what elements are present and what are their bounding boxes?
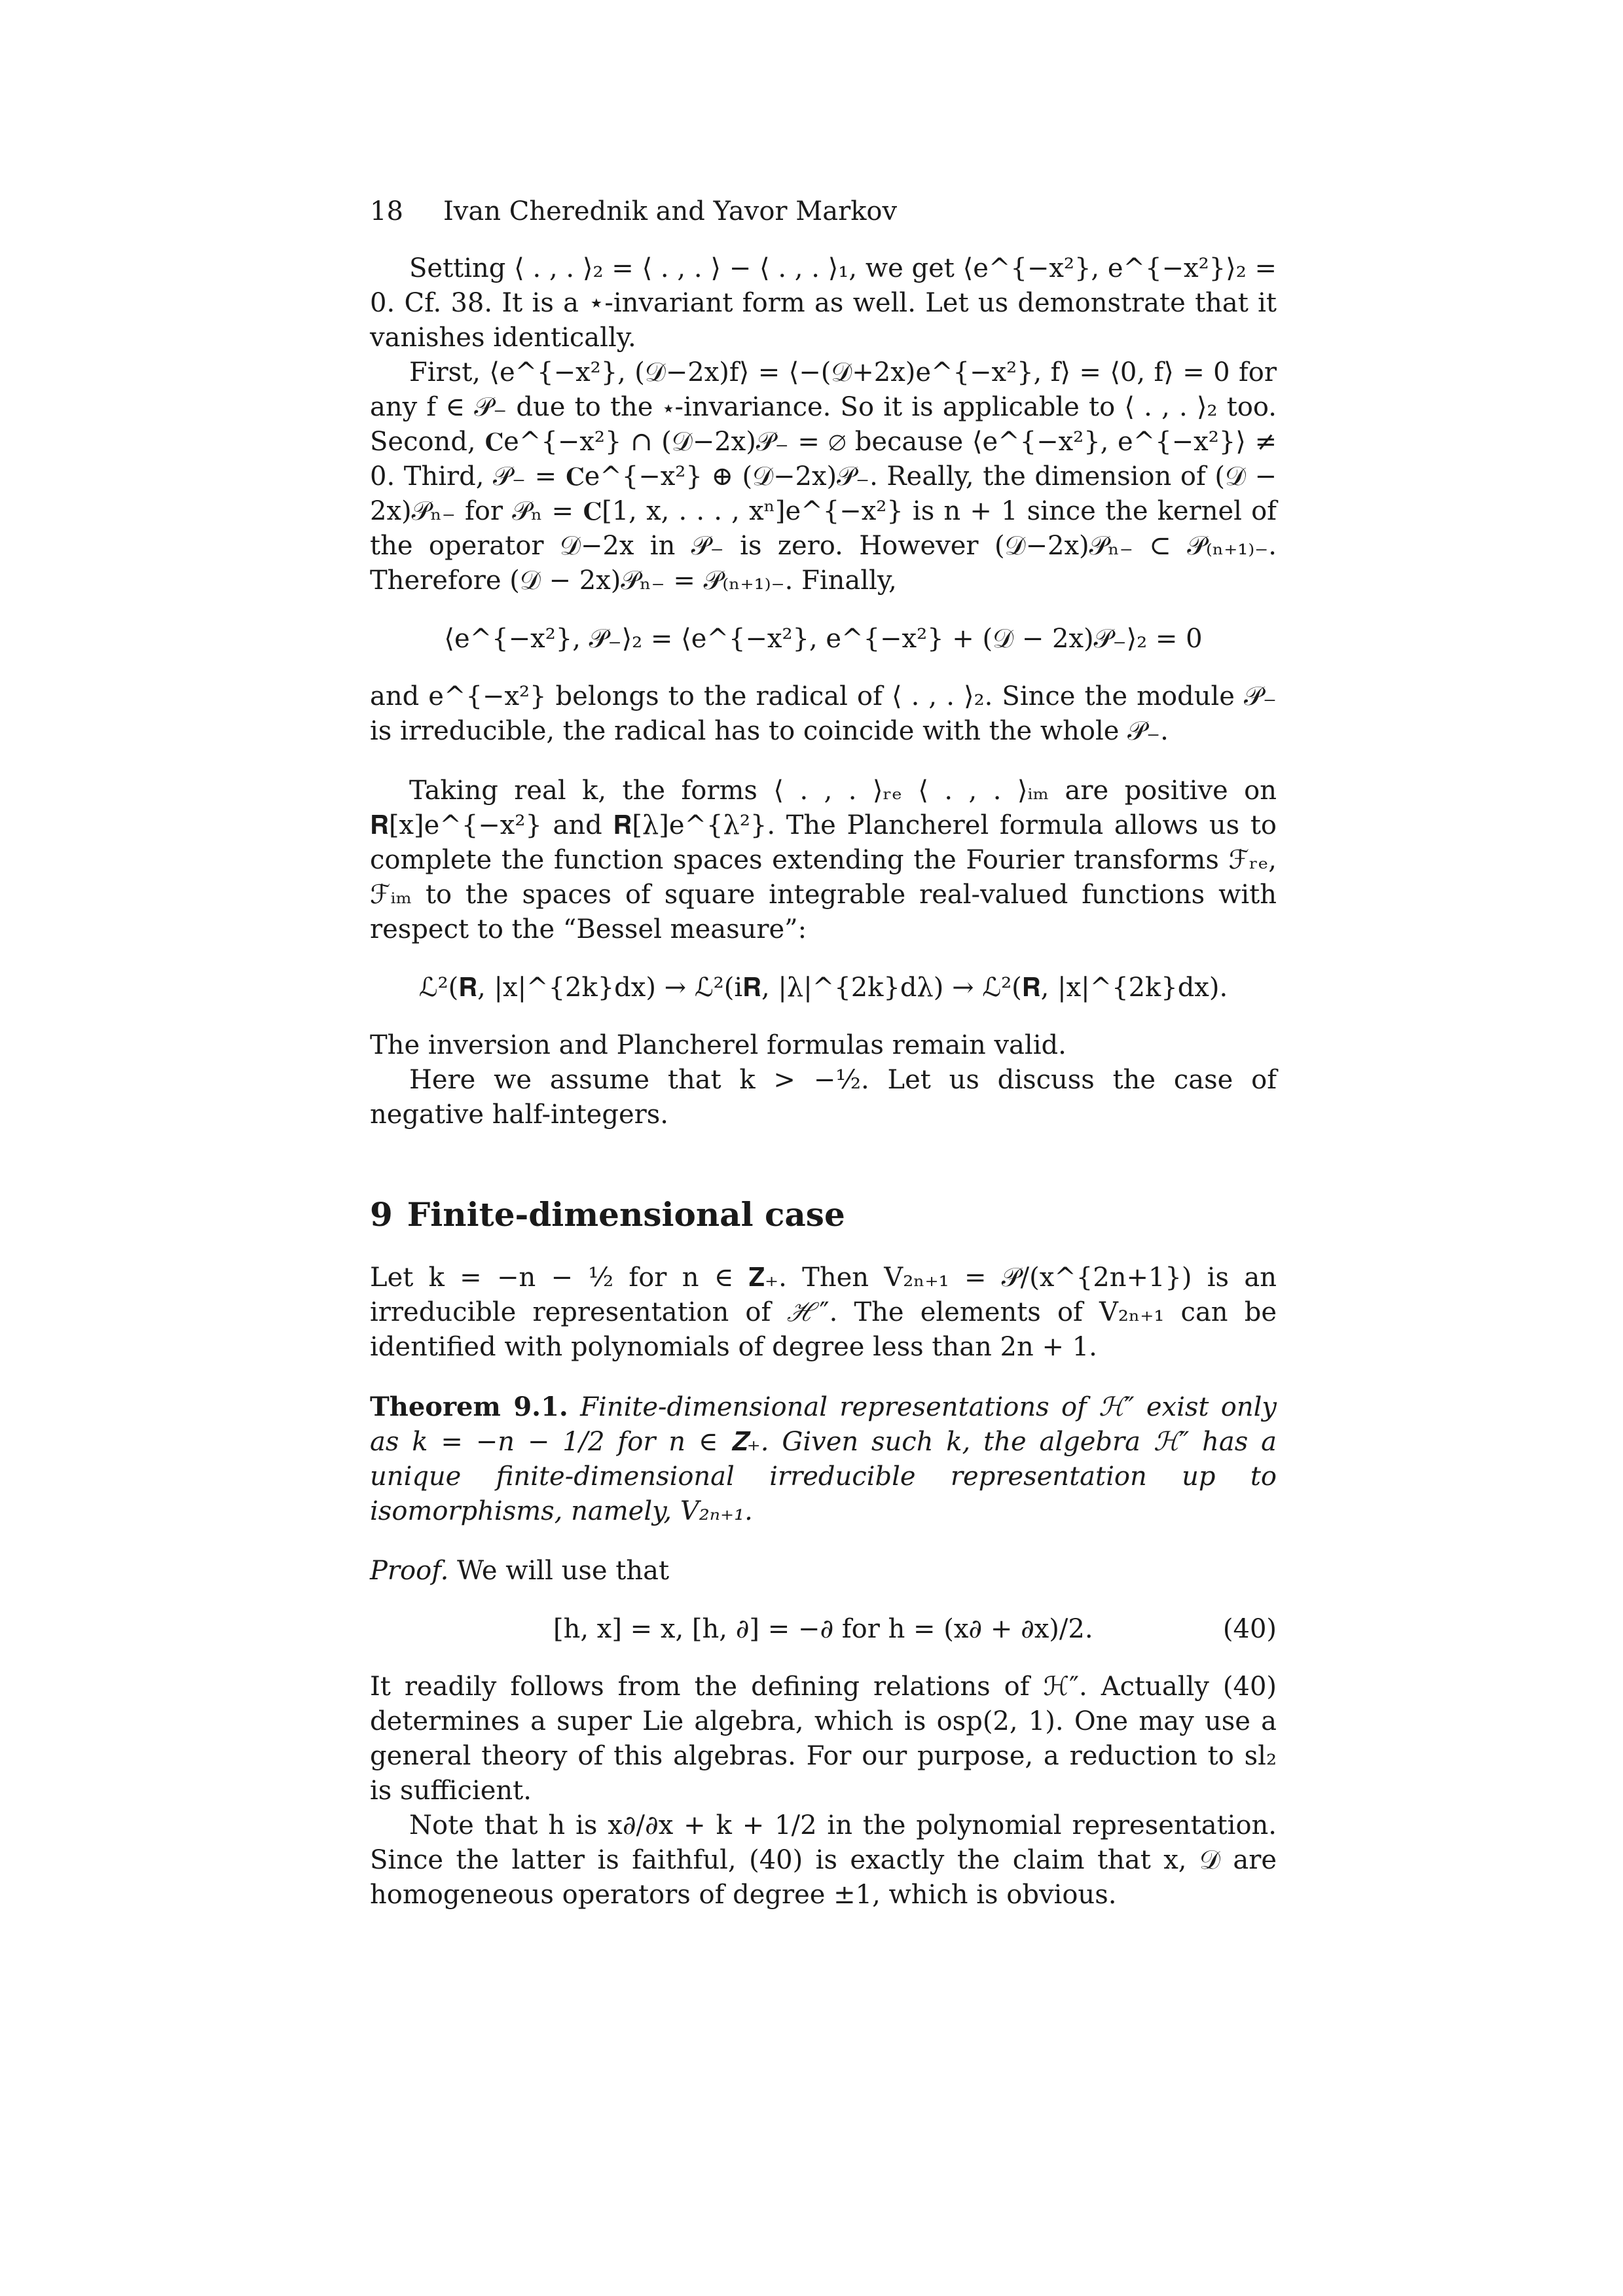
equation-number: (40) <box>1222 1614 1277 1644</box>
page-content <box>370 196 1277 1912</box>
paragraph: Note that h is x∂/∂x + k + 1/2 in the polynomial representation. Since the latter is faithful, (40) is exactly the claim that x, 𝒟 are homogeneous operators of degree ±1, which is obvious. <box>370 1810 1277 1910</box>
display-equation: ⟨e^{−x²}, 𝒫₋⟩₂ = ⟨e^{−x²}, e^{−x²} + (𝒟 − 2x)𝒫₋⟩₂ = 0 <box>444 624 1203 654</box>
theorem-label: Theorem 9.1. <box>370 1391 568 1422</box>
running-header <box>370 196 1277 226</box>
paragraph: Let k = −n − ½ for n ∈ 𝐙₊. Then V₂ₙ₊₁ = 𝒫/(x^{2n+1}) is an irreducible representation of ℋ″. The elements of V₂ₙ₊₁ can be identified with polynomials of degree less than 2n + 1. <box>370 1263 1277 1362</box>
proof-intro-text: We will use that <box>457 1556 670 1586</box>
theorem-text: Finite-dimensional representations of ℋ″ exist only as k = −n − 1/2 for n ∈ 𝐙₊. Given such k, the algebra ℋ″ has a unique finite-dimensional irreducible representation up to isomorphisms, namely, V₂ₙ₊₁. <box>370 1392 1277 1526</box>
theorem <box>370 1390 1277 1529</box>
proof-intro <box>370 1554 1277 1588</box>
section-heading <box>370 1195 1277 1234</box>
authors: Ivan Cherednik and Yavor Markov <box>443 196 898 226</box>
paragraph: Taking real k, the forms ⟨ . , . ⟩ᵣₑ ⟨ . , . ⟩ᵢₘ are positive on 𝐑[x]e^{−x²} and 𝐑[λ]e^{λ²}. The Plancherel formula allows us to complete the function spaces extending the Fourier transforms ℱᵣₑ, ℱᵢₘ to the spaces of square integrable real-valued functions with respect to the “Bessel measure”: <box>370 776 1277 944</box>
paragraph: The inversion and Plancherel formulas remain valid. <box>370 1030 1067 1060</box>
paragraph: Setting ⟨ . , . ⟩₂ = ⟨ . , . ⟩ − ⟨ . , . ⟩₁, we get ⟨e^{−x²}, e^{−x²}⟩₂ = 0. Cf. 38. It is a ⋆-invariant form as well. Let us demonstrate that it vanishes identically. <box>370 253 1277 353</box>
paragraph: It readily follows from the defining relations of ℋ″. Actually (40) determines a super Lie algebra, which is osp(2, 1). One may use a general theory of this algebras. For our purpose, a reduction to sl₂ is sufficient. <box>370 1672 1277 1806</box>
proof-label: Proof. <box>370 1556 449 1586</box>
section-number: 9 <box>370 1195 393 1234</box>
display-equation: ℒ²(𝐑, |x|^{2k}dx) → ℒ²(i𝐑, |λ|^{2k}dλ) → ℒ²(𝐑, |x|^{2k}dx). <box>418 973 1228 1003</box>
section-title: Finite-dimensional case <box>407 1195 845 1234</box>
equation-body: [h, x] = x, [h, ∂] = −∂ for h = (x∂ + ∂x)/2. <box>553 1614 1093 1644</box>
paragraph: First, ⟨e^{−x²}, (𝒟−2x)f⟩ = ⟨−(𝒟+2x)e^{−x²}, f⟩ = ⟨0, f⟩ = 0 for any f ∈ 𝒫₋ due to the ⋆-invariance. So it is applicable to ⟨ . , . ⟩₂ too. Second, 𝐂e^{−x²} ∩ (𝒟−2x)𝒫₋ = ∅ because ⟨e^{−x²}, e^{−x²}⟩ ≠ 0. Third, 𝒫₋ = 𝐂e^{−x²} ⊕ (𝒟−2x)𝒫₋. Really, the dimension of (𝒟 − 2x)𝒫ₙ₋ for 𝒫ₙ = 𝐂[1, x, . . . , xⁿ]e^{−x²} is n + 1 since the kernel of the operator 𝒟−2x in 𝒫₋ is zero. However (𝒟−2x)𝒫ₙ₋ ⊂ 𝒫₍ₙ₊₁₎₋. Therefore (𝒟 − 2x)𝒫ₙ₋ = 𝒫₍ₙ₊₁₎₋. Finally, <box>370 357 1277 596</box>
paragraph: and e^{−x²} belongs to the radical of ⟨ . , . ⟩₂. Since the module 𝒫₋ is irreducible, the radical has to coincide with the whole 𝒫₋. <box>370 681 1277 746</box>
paragraph: Here we assume that k > −½. Let us discuss the case of negative half-integers. <box>370 1065 1277 1130</box>
numbered-equation <box>370 1611 1277 1647</box>
page-number: 18 <box>370 196 403 226</box>
